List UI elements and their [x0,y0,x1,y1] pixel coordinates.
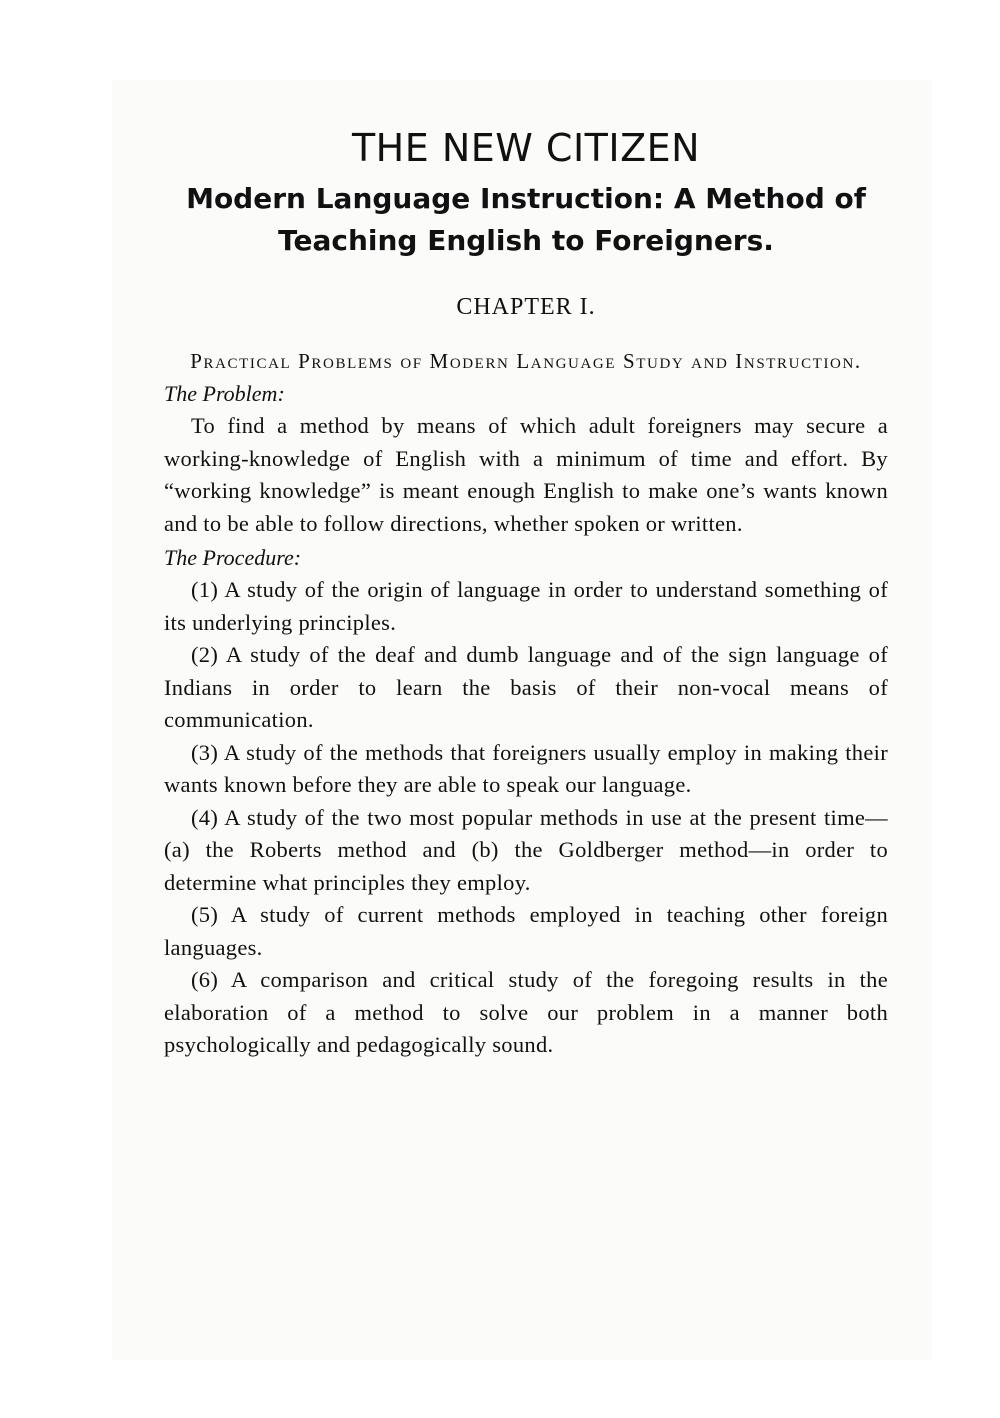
subtitle-line-1: Modern Language Instruction: A Method of [186,182,866,215]
subtitle-line-2: Teaching English to Foreigners. [278,224,774,257]
problem-label: The Problem: [164,381,285,406]
procedure-item: (1) A study of the origin of language in order to understand something of its underlying principles. [164,577,888,635]
procedure-item: (5) A study of current methods employed in teaching other foreign languages. [164,902,888,960]
subtitle [164,178,888,262]
procedure-label: The Procedure: [164,545,302,570]
procedure-item: (3) A study of the methods that foreigners usually employ in making their wants known before they are able to speak our language. [164,739,888,797]
procedure-list [164,574,888,1062]
procedure-item: (6) A comparison and critical study of the foregoing results in the elaboration of a method to solve our problem in a manner both psychologically and pedagogically sound. [164,967,888,1057]
document-page [164,124,888,1062]
procedure-item: (4) A study of the two most popular methods in use at the present time—(a) the Roberts method and (b) the Goldberger method—in order to determine what principles they employ. [164,804,888,895]
chapter-heading: CHAPTER I. [456,294,596,320]
procedure-item: (2) A study of the deaf and dumb language and of the sign language of Indians in order to learn the basis of their non-vocal means of communication. [164,642,888,732]
problem-paragraph: To find a method by means of which adult foreigners may secure a working-knowledge of English with a minimum of time and effort. By “working knowledge” is meant enough English to make one’s wants known and to be able to follow directions, whether spoken or written. [164,413,888,536]
section-heading: Practical Problems of Modern Language Study and Instruction. [190,349,862,373]
page-title: THE NEW CITIZEN [351,126,701,170]
